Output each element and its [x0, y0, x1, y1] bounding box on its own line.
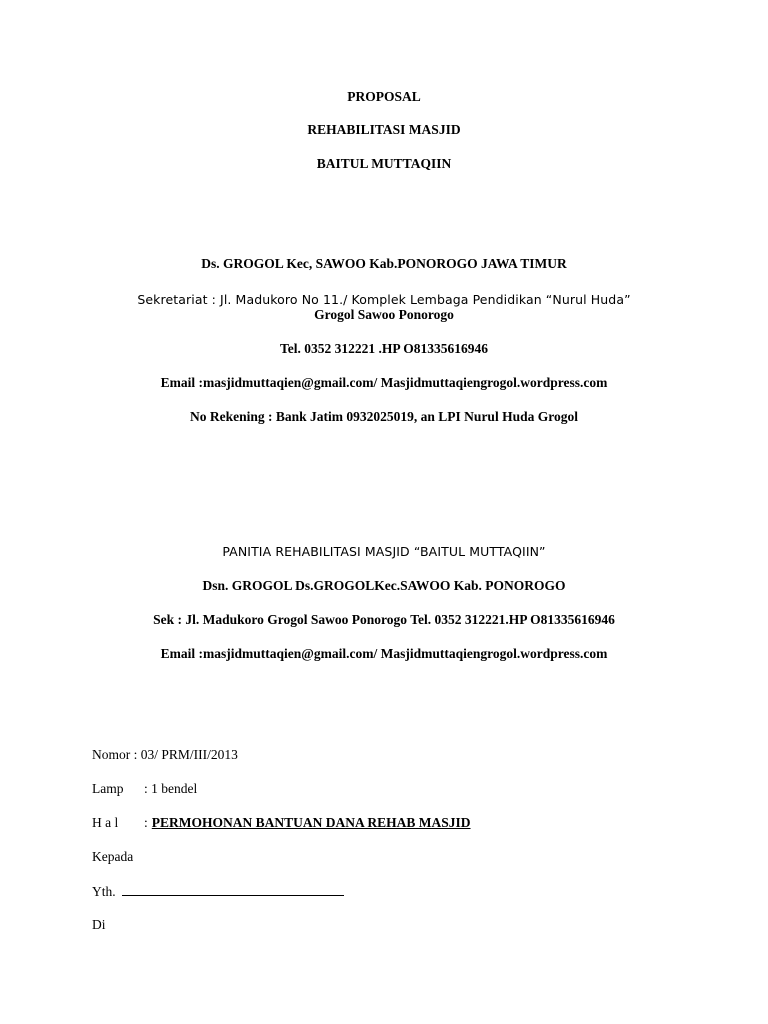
proposal-title: PROPOSAL	[347, 89, 421, 104]
committee-secretariat: Sek : Jl. Madukoro Grogol Sawoo Ponorogo Tel. 0352 312221.HP O81335616946	[153, 612, 615, 627]
secretariat-line: Sekretariat : Jl. Madukoro No 11./ Komplek Lembaga Pendidikan “Nurul Huda”	[137, 292, 631, 307]
subject-row	[92, 815, 471, 831]
recipient-blank-line	[122, 883, 344, 896]
subject-value: PERMOHONAN BANTUAN DANA REHAB MASJID	[151, 815, 471, 830]
committee-title: PANITIA REHABILITASI MASJID “BAITUL MUTTAQIIN”	[222, 544, 546, 559]
proposal-subtitle: REHABILITASI MASJID	[307, 122, 461, 137]
attachment-row	[92, 781, 197, 797]
mosque-name: BAITUL MUTTAQIIN	[316, 156, 452, 171]
subject-colon: :	[144, 815, 148, 830]
recipient-prefix: Yth.	[92, 884, 116, 899]
email-line: Email :masjidmuttaqien@gmail.com/ Masjidmuttaqiengrogol.wordpress.com	[160, 375, 608, 390]
secretariat-line-2: Grogol Sawoo Ponorogo	[314, 307, 454, 322]
bank-account-line: No Rekening : Bank Jatim 0932025019, an LPI Nurul Huda Grogol	[190, 409, 578, 424]
subject-label: H a l	[92, 815, 119, 830]
location-line: Ds. GROGOL Kec, SAWOO Kab.PONOROGO JAWA TIMUR	[201, 256, 567, 271]
committee-email: Email :masjidmuttaqien@gmail.com/ Masjidmuttaqiengrogol.wordpress.com	[160, 646, 608, 661]
letter-number: Nomor : 03/ PRM/III/2013	[92, 747, 238, 762]
attachment-label: Lamp	[92, 781, 124, 796]
recipient-heading: Kepada	[92, 849, 134, 864]
committee-address: Dsn. GROGOL Ds.GROGOLKec.SAWOO Kab. PONOROGO	[202, 578, 566, 593]
recipient-row	[92, 883, 344, 900]
location-prefix: Di	[92, 917, 106, 932]
attachment-value: : 1 bendel	[144, 781, 198, 796]
phone-line: Tel. 0352 312221 .HP O81335616946	[279, 341, 488, 356]
